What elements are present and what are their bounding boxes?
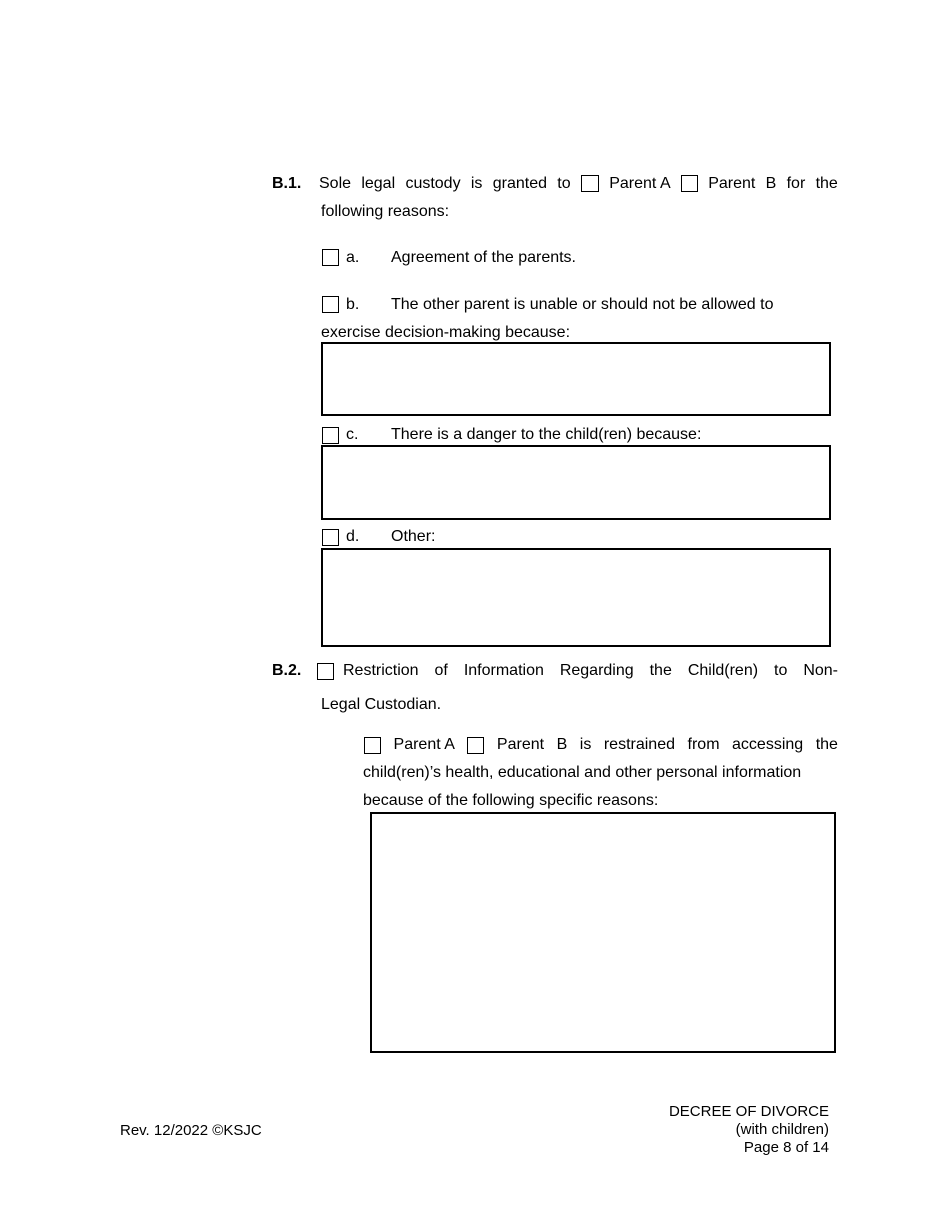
b2-parent-b-checkbox[interactable]: [467, 737, 484, 754]
b1-parent-a-checkbox-wrap: [581, 174, 599, 194]
b2-word: Information: [463, 662, 544, 679]
b1-option-a-text: Agreement of the parents.: [391, 249, 576, 266]
b1-label: B.1.: [272, 175, 302, 192]
b2-line1: [343, 661, 838, 681]
b1-option-d-text: Other:: [391, 528, 436, 545]
b2-word: Parent: [496, 736, 545, 753]
b2-restriction-checkbox[interactable]: [317, 663, 334, 680]
b1-word: granted: [492, 175, 547, 192]
b1-parent-b-checkbox-wrap: [681, 174, 698, 194]
b1-option-c-textbox[interactable]: [321, 445, 831, 520]
b2-restrain-line1: [364, 735, 838, 755]
b1-option-b-checkbox[interactable]: [322, 296, 339, 313]
b1-option-a-letter: a.: [346, 249, 360, 266]
b2-reasons-textbox[interactable]: [370, 812, 836, 1053]
b2-word: from: [687, 736, 720, 753]
b2-label: B.2.: [272, 662, 302, 679]
b1-option-c-letter: c.: [346, 426, 359, 443]
b2-word: accessing: [732, 736, 804, 753]
b2-word: Restriction: [343, 662, 419, 679]
b2-word: the: [815, 736, 838, 753]
b2-word: the: [649, 662, 672, 679]
b1-option-b-text: The other parent is unable or should not be allowed to: [391, 296, 774, 313]
b1-line2: following reasons:: [321, 203, 450, 220]
b1-word: legal: [361, 175, 396, 192]
footer-subtitle: (with children): [735, 1121, 829, 1138]
b1-parent-b-checkbox[interactable]: [681, 175, 698, 192]
b1-option-d-checkbox[interactable]: [322, 529, 339, 546]
b2-word: of: [434, 662, 448, 679]
b1-word: to: [557, 175, 571, 192]
b2-word: Child(ren): [687, 662, 759, 679]
b1-option-d-letter: d.: [346, 528, 360, 545]
footer-page-number: Page 8 of 14: [743, 1139, 829, 1156]
b1-option-b-letter: b.: [346, 296, 360, 313]
b1-parent-a-checkbox[interactable]: [581, 175, 599, 192]
b1-option-b-textbox[interactable]: [321, 342, 831, 416]
b2-word: to: [774, 662, 788, 679]
b2-word: Non-: [803, 662, 838, 679]
footer-title: DECREE OF DIVORCE: [668, 1103, 829, 1120]
b1-option-c-text: There is a danger to the child(ren) because:: [391, 426, 702, 443]
b1-option-a-checkbox[interactable]: [322, 249, 339, 266]
b1-option-d-textbox[interactable]: [321, 548, 831, 647]
b2-parent-a-checkbox-wrap: [364, 735, 381, 755]
footer-title-block: [669, 1103, 829, 1157]
b2-line2: Legal Custodian.: [321, 696, 442, 713]
b2-word: restrained: [603, 736, 675, 753]
b2-word: B: [556, 736, 568, 753]
b1-word: the: [815, 175, 838, 192]
b1-word: Parent: [708, 175, 756, 192]
footer-revision: Rev. 12/2022 ©KSJC: [120, 1122, 262, 1139]
b2-parent-a-label: Parent A: [393, 736, 455, 753]
b1-word: Sole: [319, 175, 352, 192]
b2-word: is: [579, 736, 592, 753]
b1-option-b-text2: exercise decision-making because:: [321, 324, 571, 341]
b1-line1: [319, 174, 838, 194]
b2-parent-a-checkbox[interactable]: [364, 737, 381, 754]
b2-word: Regarding: [559, 662, 634, 679]
b1-word: custody: [405, 175, 461, 192]
b1-word: B: [765, 175, 777, 192]
b1-parent-a-label: Parent A: [609, 175, 671, 192]
b2-restrain-line3: because of the following specific reasons:: [363, 792, 659, 809]
b1-word: is: [470, 175, 483, 192]
b1-word: for: [786, 175, 806, 192]
b2-parent-b-checkbox-wrap: [467, 735, 484, 755]
b1-option-c-checkbox[interactable]: [322, 427, 339, 444]
b2-restrain-line2: child(ren)’s health, educational and other personal information: [363, 764, 802, 781]
